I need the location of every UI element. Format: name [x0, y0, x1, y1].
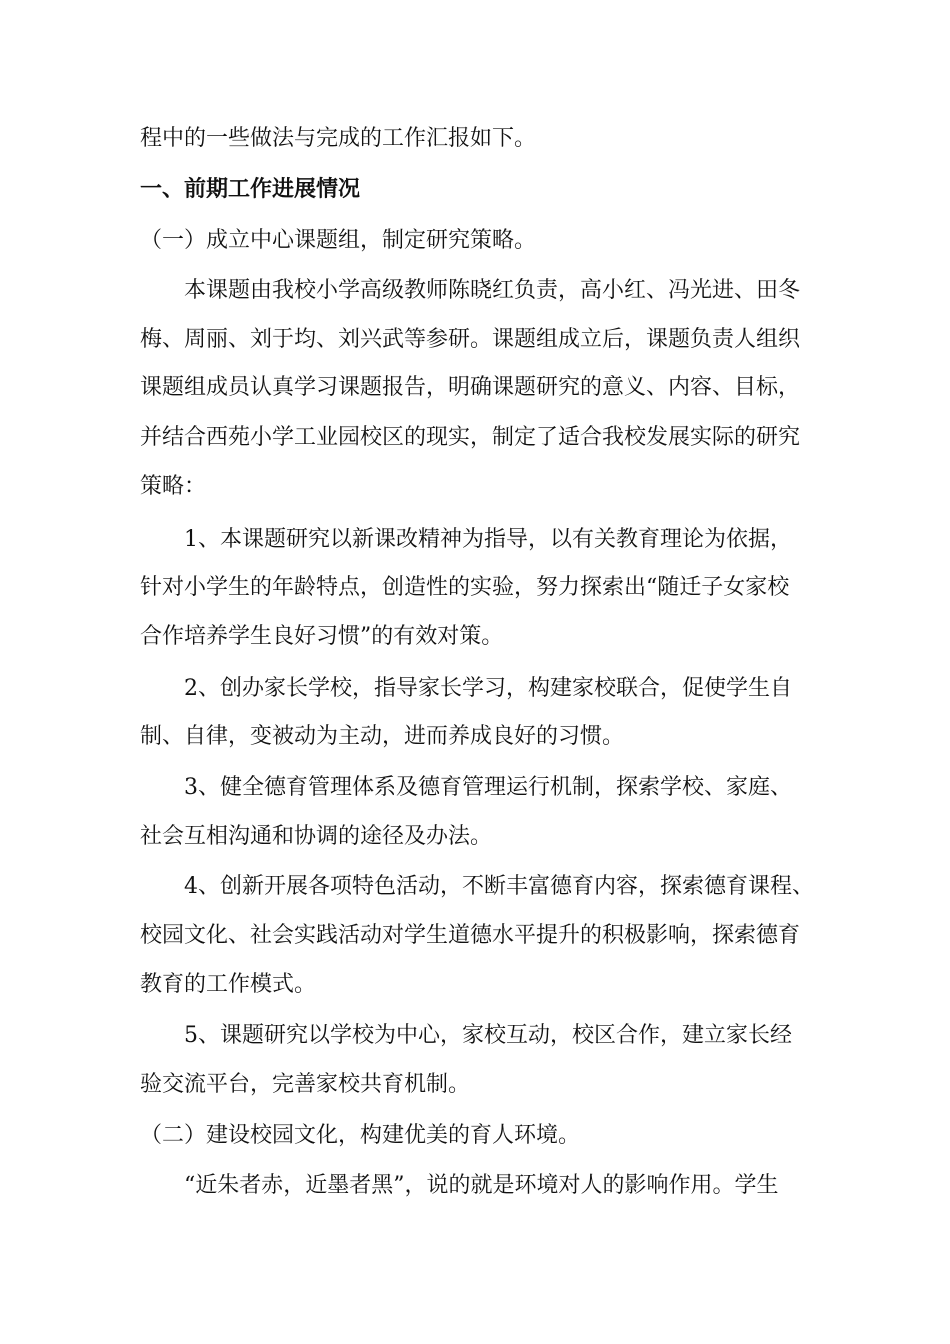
list-item-3-line: 3、健全德育管理体系及德育管理运行机制，探索学校、家庭、 — [184, 775, 792, 800]
list-item-2-line: 制、自律，变被动为主动，进而养成良好的习惯。 — [140, 724, 625, 749]
list-item-5-line: 5、课题研究以学校为中心，家校互动，校区合作，建立家长经 — [184, 1023, 792, 1048]
subsection-heading-2: （二）建设校园文化，构建优美的育人环境。 — [140, 1123, 581, 1148]
list-item-4-line: 校园文化、社会实践活动对学生道德水平提升的积极影响，探索德育 — [140, 923, 801, 948]
paragraph-line: 课题组成员认真学习课题报告，明确课题研究的意义、内容、目标， — [140, 375, 801, 400]
list-item-1-line: 针对小学生的年龄特点，创造性的实验，努力探索出“随迁子女家校 — [140, 575, 790, 600]
paragraph-line: 并结合西苑小学工业园校区的现实，制定了适合我校发展实际的研究 — [140, 425, 801, 450]
list-item-2-line: 2、创办家长学校，指导家长学习，构建家校联合，促使学生自 — [184, 676, 792, 701]
list-item-1-line: 1、本课题研究以新课改精神为指导，以有关教育理论为依据， — [184, 527, 792, 552]
paragraph-line: 本课题由我校小学高级教师陈晓红负责，高小红、冯光进、田冬 — [184, 278, 801, 303]
list-item-1-line: 合作培养学生良好习惯”的有效对策。 — [140, 624, 504, 649]
list-item-3-line: 社会互相沟通和协调的途径及办法。 — [140, 824, 493, 849]
list-item-5-line: 验交流平台，完善家校共育机制。 — [140, 1072, 471, 1097]
text-line-continuation: 程中的一些做法与完成的工作汇报如下。 — [140, 126, 537, 151]
section-heading: 一、前期工作进展情况 — [140, 177, 361, 202]
paragraph-line: 策略： — [140, 474, 207, 499]
paragraph-line: 梅、周丽、刘于均、刘兴武等参研。课题组成立后，课题负责人组织 — [140, 327, 801, 352]
list-item-4-line: 教育的工作模式。 — [140, 972, 317, 997]
subsection-heading-1: （一）成立中心课题组，制定研究策略。 — [140, 228, 537, 253]
paragraph-line: “近朱者赤，近墨者黑”，说的就是环境对人的影响作用。学生 — [184, 1173, 779, 1198]
list-item-4-line: 4、创新开展各项特色活动，不断丰富德育内容，探索德育课程、 — [184, 874, 814, 899]
